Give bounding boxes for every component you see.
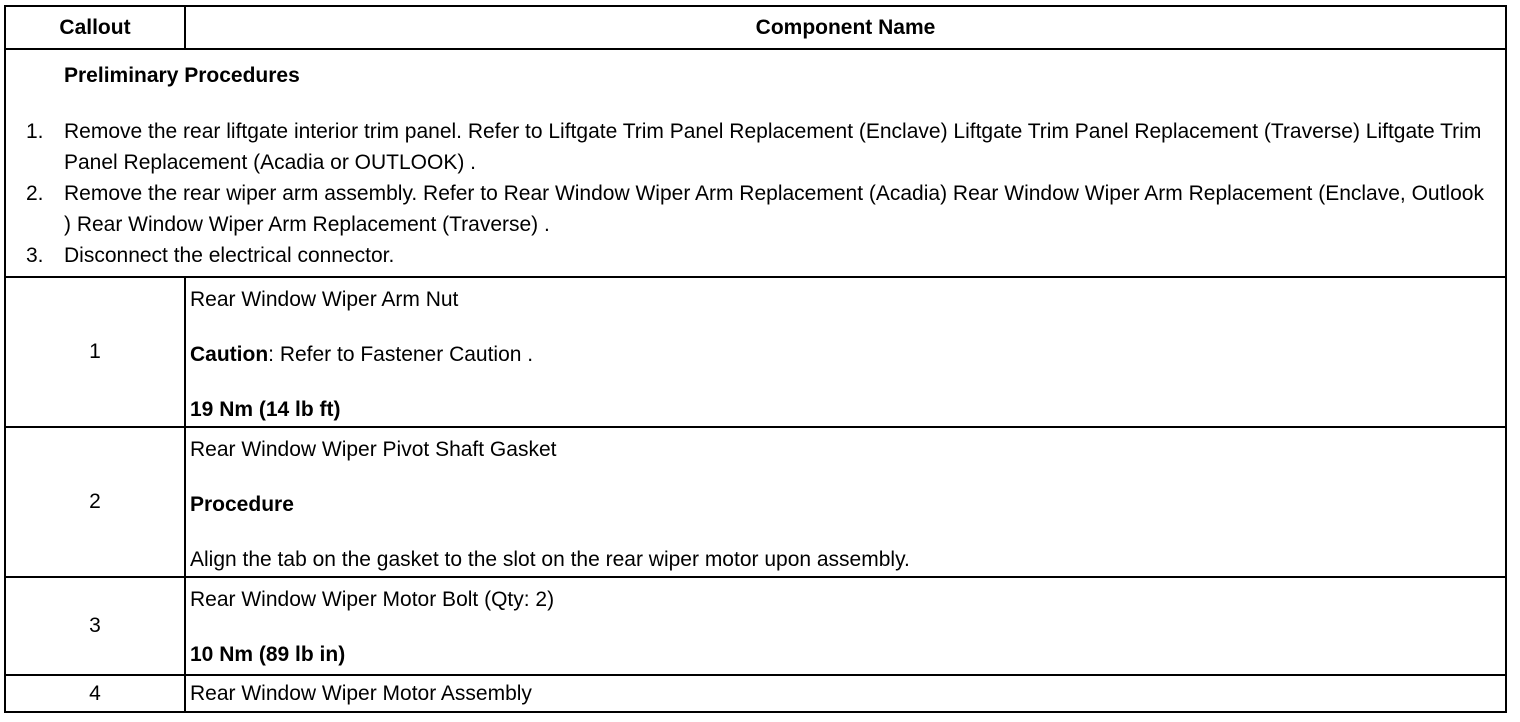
preliminary-title: Preliminary Procedures bbox=[64, 64, 300, 87]
step-text: Remove the rear wiper arm assembly. Refer to Rear Window Wiper Arm Replacement (Acadia) Rear Window Wiper Arm Replacement (Enclave, Outlook ) Rear Window Wiper Arm Replacement (Traverse) . bbox=[64, 182, 1484, 236]
preliminary-cell bbox=[5, 49, 1506, 277]
table-row bbox=[5, 427, 1506, 577]
header-callout: Callout bbox=[5, 6, 185, 49]
procedure-label: Procedure bbox=[190, 493, 294, 516]
component-name: Rear Window Wiper Motor Bolt (Qty: 2) bbox=[190, 588, 555, 611]
caution-note bbox=[190, 341, 1505, 369]
step-number: 1. bbox=[26, 120, 44, 143]
component-cell bbox=[185, 577, 1506, 675]
component-cell bbox=[185, 277, 1506, 427]
torque-spec: 10 Nm (89 lb in) bbox=[190, 643, 346, 666]
preliminary-steps bbox=[6, 116, 1505, 271]
procedure-text: Align the tab on the gasket to the slot on the rear wiper motor upon assembly. bbox=[190, 548, 910, 571]
preliminary-step bbox=[6, 178, 1505, 240]
header-component-name: Component Name bbox=[185, 6, 1506, 49]
torque-spec: 19 Nm (14 lb ft) bbox=[190, 398, 341, 421]
component-name: Rear Window Wiper Pivot Shaft Gasket bbox=[190, 438, 557, 461]
step-text: Remove the rear liftgate interior trim panel. Refer to Liftgate Trim Panel Replacement (Enclave) Liftgate Trim Panel Replacement (Traverse) Liftgate Trim Panel Replacement (Acadia or OUTLOOK) . bbox=[64, 120, 1482, 174]
component-name: Rear Window Wiper Motor Assembly bbox=[190, 681, 532, 705]
preliminary-row bbox=[5, 49, 1506, 277]
component-name: Rear Window Wiper Arm Nut bbox=[190, 288, 459, 311]
step-text: Disconnect the electrical connector. bbox=[64, 244, 395, 267]
component-cell bbox=[185, 675, 1506, 712]
callout-number: 3 bbox=[5, 577, 185, 675]
callout-number: 2 bbox=[5, 427, 185, 577]
component-cell bbox=[185, 427, 1506, 577]
step-number: 3. bbox=[26, 244, 44, 267]
preliminary-step bbox=[6, 240, 1505, 271]
component-table bbox=[4, 5, 1507, 713]
table-row bbox=[5, 577, 1506, 675]
caution-label: Caution bbox=[190, 343, 269, 366]
caution-text: : Refer to Fastener Caution . bbox=[268, 343, 534, 366]
callout-number: 1 bbox=[5, 277, 185, 427]
header-row bbox=[5, 6, 1506, 49]
preliminary-step bbox=[6, 116, 1505, 178]
table-row bbox=[5, 675, 1506, 712]
callout-number: 4 bbox=[5, 675, 185, 712]
table-row bbox=[5, 277, 1506, 427]
step-number: 2. bbox=[26, 182, 44, 205]
